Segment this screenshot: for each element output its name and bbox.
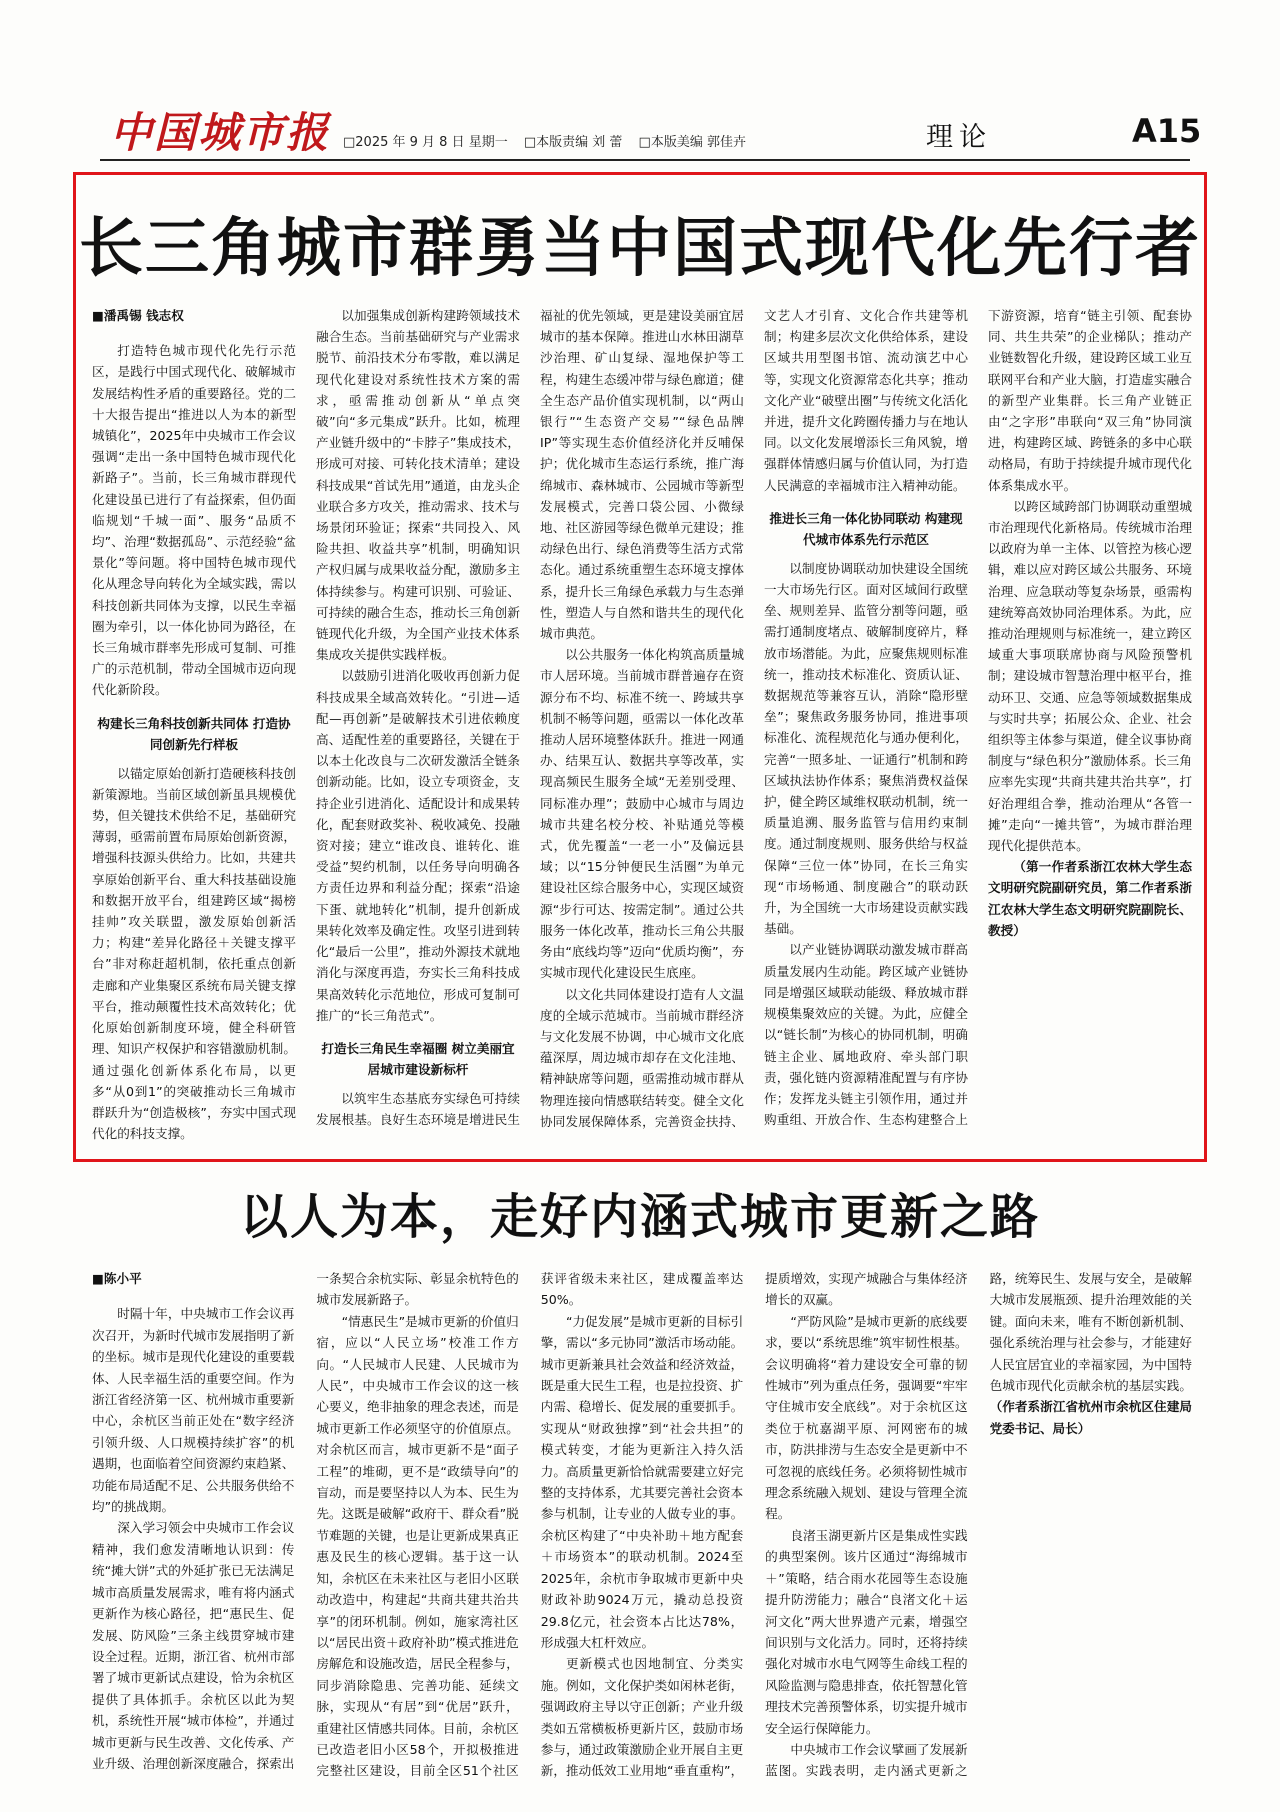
paragraph: 更新模式也因地制宜、分类实施。例如，文化保护类如闲林老街，强调政府主导以守正创新；产业升级类如五常横板桥更新片区，鼓励市场参与，通过政策激励企业开展自主更新，推动低效工业用地“垂直重构”，提质增效，实现产城融合与集体经济增长的双赢。: [540, 1271, 968, 1779]
article-1-headline: 长三角城市群勇当中国式现代化先行者: [79, 211, 1201, 286]
newspaper-logo: 中国城市报: [110, 108, 331, 157]
masthead-rule: [100, 159, 1190, 161]
editor-credit: □本版责编 刘 蕾: [523, 135, 623, 150]
subheading-1: 构建长三角科技创新共同体 打造协同创新先行样板: [97, 715, 291, 752]
paragraph: 以筑牢生态基底夯实绿色可持续发展根基。良好生态环境是增进民生福祉的优先领域，更是建设美丽宜居城市的基本保障。推进山水林田湖草沙治理、矿山复绿、湿地保护等工程，构建生态缓冲带与绿色廊道；健全生态产品价值实现机制，以“两山银行”“生态资产交易”“绿色品牌IP”等实现生态价值经济化并反哺保护；优化城市生态运行系统，推广海绵城市、森林城市、公园城市等新型发展模式，完善口袋公园、小微绿地、社区游园等绿色微单元建设；推动绿色出行、绿色消费等生活方式常态化。通过系统重塑生态环境支撑体系，提升长三角绿色承载力与生态弹性，塑造人与自然和谐共生的现代化城市典范。: [316, 308, 744, 1128]
article-1-byline: ■潘禹锡 钱志权: [92, 308, 184, 323]
paragraph: 以跨区域跨部门协调联动重塑城市治理现代化新格局。传统城市治理以政府为单一主体、以管控为核心逻辑，难以应对跨区域公共服务、环境治理、应急联动等复杂场景，亟需构建统筹高效协同治理体系。为此，应推动治理规则与标准统一，建立跨区域重大事项联席协商与风险预警机制；建设城市智慧治理中枢平台，推动环卫、交通、应急等领域数据集成与实时共享；拓展公众、企业、社会组织等主体参与渠道，健全议事协商制度与“绿色积分”激励体系。长三角应率先实现“共商共建共治共享”，打好治理组合拳，推动治理从“各管一摊”走向“一摊共管”，为城市群治理现代化提供范本。: [988, 498, 1192, 854]
paragraph: 以加强集成创新构建跨领域技术融合生态。当前基础研究与产业需求脱节、前沿技术分布零散，难以满足现代化建设对系统性技术方案的需求，亟需推动创新从“单点突破”向“多元集成”跃升。比如，梳理产业链升级中的“卡脖子”集成技术，形成可对接、可转化技术清单；建设科技成果“首试先用”通道，由龙头企业联合多方攻关，推动需求、技术与场景闭环验证；探索“共同投入、风险共担、收益共享”机制，明确知识产权归属与成果收益分配，激励多主体持续参与。构建可识别、可验证、可持续的融合生态，推动长三角创新链现代化升级，为全国产业技术体系集成攻关提供实践样板。: [316, 308, 520, 663]
paragraph: 以产业链协调联动激发城市群高质量发展内生动能。跨区域产业链协同是增强区域联动能级、释放城市群规模集聚效应的关键。为此，应健全以“链长制”为核心的协同机制，明确链主企业、属地政府、牵头部门职责，强化链内资源精准配置与有序协作；发挥龙头链主引领作用，通过并购重组、开放合作、生态构建整合上下游资源，培育“链主引领、配套协同、共生共荣”的企业梯队；推动产业链数智化升级，建设跨区域工业互联网平台和产业大脑，打造虚实融合的新型产业集群。长三角产业链正由“之字形”串联向“双三角”协同演进，构建跨区域、跨链条的多中心联动格局，有助于持续提升城市现代化体系集成水平。: [764, 308, 1192, 1128]
designer-credit: □本版美编 郭佳卉: [638, 135, 746, 150]
paragraph: 以制度协调联动加快建设全国统一大市场先行区。面对区域间行政壁垒、规则差异、监管分割等问题，亟需打通制度堵点、破解制度碎片，释放市场潜能。为此，应聚焦规则标准统一，推动技术标准化、资质认证、数据规范等兼容互认，消除“隐形壁垒”；聚焦政务服务协同，推进事项标准化、流程规范化与通办便利化，完善“一照多址、一证通行”机制和跨区域执法协作体系；聚焦消费权益保护，健全跨区域维权联动机制，统一质量追溯、服务监管与信用约束制度。通过制度规则、服务供给与权益保障“三位一体”协同，在长三角实现“市场畅通、制度融合”的联动跃升，为全国统一大市场建设贡献实践基础。: [764, 560, 968, 937]
paragraph: 以鼓励引进消化吸收再创新力促科技成果全域高效转化。“引进—适配—再创新”是破解技术引进依赖度高、适配性差的重要路径，关键在于以本土化改良与二次研发激活全链条创新动能。比如，设立专项资金，支持企业引进消化、适配设计和成果转化，配套财政奖补、税收减免、投融资对接；建立“谁改良、谁转化、谁受益”契约机制，以任务导向明确各方责任边界和利益分配；探索“沿途下蛋、就地转化”机制，提升创新成果转化效率及确定性。攻坚引进到转化“最后一公里”，推动外源技术就地消化与深度再造，夯实长三角科技成果高效转化示范地位，形成可复制可推广的“长三角范式”。: [316, 668, 520, 1023]
paragraph: “力促发展”是城市更新的目标引擎，需以“多元协同”激活市场动能。城市更新兼具社会效益和经济效益，既是重大民生工程，也是拉投资、扩内需、稳增长、促发展的重要抓手。实现从“财政独撑”到“社会共担”的模式转变，才能为更新注入持久活力。高质量更新恰恰就需要建立好完整的支持体系，尤其要完善社会资本参与机制，让专业的人做专业的事。余杭区构建了“中央补助＋地方配套＋市场资本”的联动机制。2024至2025年，余杭市争取城市更新中央财政补助9024万元，撬动总投资29.8亿元，社会资本占比达78%，形成强大杠杆效应。: [540, 1313, 744, 1650]
subheading-3: 推进长三角一体化协同联动 构建现代城市体系先行示范区: [769, 510, 963, 547]
paragraph: 时隔十年，中央城市工作会议再次召开，为新时代城市发展指明了新的坐标。城市是现代化建设的重要载体、人民幸福生活的重要空间。作为浙江省经济第一区、杭州城市重要新中心，余杭区当前正处在“数字经济引领升级、人口规模持续扩容”的机遇期，也面临着空间资源约束趋紧、功能布局适配不足、公共服务供给不均”的挑战期。: [92, 1306, 295, 1515]
section-name: 理论: [926, 122, 992, 153]
subheading-2: 打造长三角民生幸福圈 树立美丽宜居城市建设新标杆: [321, 1040, 515, 1077]
paragraph: 以公共服务一体化构筑高质量城市人居环境。当前城市群普遍存在资源分布不均、标准不统一、跨域共享机制不畅等问题，亟需以一体化改革推动人居环境整体跃升。推进一网通办、结果互认、数据共享等改革，实现高频民生服务全域“无差别受理、同标准办理”；鼓励中心城市与周边城市共建名校分校、补贴通兑等模式，优先覆盖“一老一小”及偏远县域；以“15分钟便民生活圈”为单元建设社区综合服务中心，实现区域资源“步行可达、按需定制”。通过公共服务一体化改革，推动长三角公共服务由“底线均等”迈向“优质均衡”，夯实城市现代化建设民生底座。: [540, 647, 744, 981]
paragraph: 打造特色城市现代化先行示范区，是践行中国式现代化、破解城市发展结构性矛盾的重要路径。党的二十大报告提出“推进以人为本的新型城镇化”，2025年中央城市工作会议强调“走出一条中国特色城市现代化新路子”。当前，长三角城市群现代化建设虽已进行了有益探索，但仍面临规划“千城一面”、服务“品质不均”、治理“数据孤岛”、示范经验“盆景化”等问题。将中国特色城市现代化从理念导向转化为全域实践，需以科技创新共同体为支撑，以民生幸福圈为牵引，以一体化协同为路径，在长三角城市群率先形成可复制、可推广的示范机制，带动全国城市迈向现代化新阶段。: [92, 343, 296, 698]
author-bio: （作者系浙江省杭州市余杭区住建局党委书记、局长）: [989, 1399, 1192, 1436]
featured-article-box: [73, 172, 1207, 1162]
paragraph-text: 中央城市工作会议擘画了发展新蓝图。实践表明，走内涵式更新之路，统筹民生、发展与安全，是破解大城市发展瓶颈、提升治理效能的关键。面向未来，唯有不断创新机制、强化系统治理与社会参与，才能建好人民宜居宜业的幸福家园，为中国特色城市现代化贡献余杭的基层实践。: [765, 1271, 1192, 1779]
paragraph: 良渚玉湖更新片区是集成性实践的典型案例。该片区通过“海绵城市＋”策略，结合雨水花园等生态设施提升防涝能力；融合“良渚文化＋运河文化”两大世界遗产元素，增强空间识别与文化活力。同时，还将持续强化对城市水电气网等生命线工程的风险监测与隐患排查，依托智慧化管理技术完善预警体系，切实提升城市安全运行保障能力。: [765, 1527, 968, 1736]
paragraph: 以文化共同体建设打造有人文温度的全域示范城市。当前城市群经济与文化发展不协调，中心城市文化底蕴深厚，周边城市却存在文化洼地、精神缺席等问题，亟需推动城市群从物理连接向情感联结转变。健全文化协同发展保障体系，完善资金扶持、文艺人才引育、文化合作共建等机制；构建多层次文化供给体系，建设区域共用型图书馆、流动演艺中心等，实现文化资源常态化共享；推动文化产业“破壁出圈”与传统文化活化并进，提升文化跨圈传播力与在地认同。以文化发展增添长三角风貌，增强群体情感归属与价值认同，为打造人民满意的幸福城市注入精神动能。: [540, 308, 968, 1129]
issue-date: □2025 年 9 月 8 日 星期一: [343, 135, 508, 150]
dateline: [343, 131, 758, 150]
article-2-headline: 以人为本，走好内涵式城市更新之路: [239, 1189, 1040, 1245]
page-number: A15: [1132, 112, 1202, 150]
paragraph: 以锚定原始创新打造硬核科技创新策源地。当前区域创新虽具规模优势，但关键技术供给不足，基础研究薄弱，亟需前置布局原始创新资源，增强科技源头供给力。比如，共建共享原始创新平台、重大科技基础设施和数据开放平台，组建跨区域“揭榜挂帅”攻关联盟，激发原始创新活力；构建“差异化路径＋关键支撑平台”非对称赶超机制，依托重点创新走廊和产业集聚区系统布局关键支撑平台，推动颠覆性技术高效转化；优化原始创新制度环境，健全科研管理、知识产权保护和容错激励机制。通过强化创新体系化布局，以更多“从0到1”的突破推动长三角城市群跃升为“创造极核”，夯实中国式现代化的科技支撑。: [92, 765, 296, 1142]
masthead: [80, 95, 1200, 160]
article-2-body: [92, 1268, 1192, 1798]
paragraph: “严防风险”是城市更新的底线要求，要以“系统思维”筑牢韧性根基。会议明确将“着力建设安全可靠的韧性城市”列为重点任务，强调要“牢牢守住城市安全底线”。对于余杭区这类位于杭嘉湖平原、河网密布的城市，防洪排涝与生态安全是更新中不可忽视的底线任务。必须将韧性城市理念系统融入规划、建设与管理全流程。: [765, 1313, 968, 1522]
author-bio: （第一作者系浙江农林大学生态文明研究院副研究员，第二作者系浙江农林大学生态文明研究院副院长、教授）: [988, 859, 1192, 938]
article-1-body: [92, 305, 1192, 1145]
paragraph: “情惠民生”是城市更新的价值归宿，应以“人民立场”校准工作方向。“人民城市人民建、人民城市为人民”，中央城市工作会议的这一核心要义，绝非抽象的理念表述，而是城市更新工作必须坚守的价值原点。对余杭区而言，城市更新不是“面子工程”的堆砌，更不是“政绩导向”的盲动，而是要坚持以人为本、民生为先。这既是破解“政府干、群众看”脱节难题的关键，也是让更新成果真正惠及民生的核心逻辑。基于这一认知，余杭区在未来社区与老旧小区联动改造中，构建起“共商共建共治共享”的闭环机制。例如，施家湾社区以“居民出资＋政府补助”模式推进危房解危和设施改造，居民全程参与，同步消除隐患、完善功能、延续文脉，实现从“有居”到“优居”跃升，重建社区情感共同体。目前，余杭区已改造老旧小区58个，开拟极推进完整社区建设，目前全区51个社区获评省级未来社区，建成覆盖率达50%。: [316, 1271, 744, 1779]
paragraph: 深入学习领会中央城市工作会议精神，我们愈发清晰地认识到：传统“摊大饼”式的外延扩张已无法满足城市高质量发展需求，唯有将内涵式更新作为核心路径，把“惠民生、促发展、防风险”三条主线贯穿城市建设全过程。近期，浙江省、杭州市部署了城市更新试点建设，恰为余杭区提供了具体抓手。余杭区以此为契机，系统性开展“城市体检”，并通过城市更新与民生改善、文化传承、产业升级、治理创新深度融合，探索出一条契合余杭实际、彰显余杭特色的城市发展新路子。: [92, 1271, 519, 1771]
article-2-byline: ■陈小平: [92, 1271, 142, 1286]
